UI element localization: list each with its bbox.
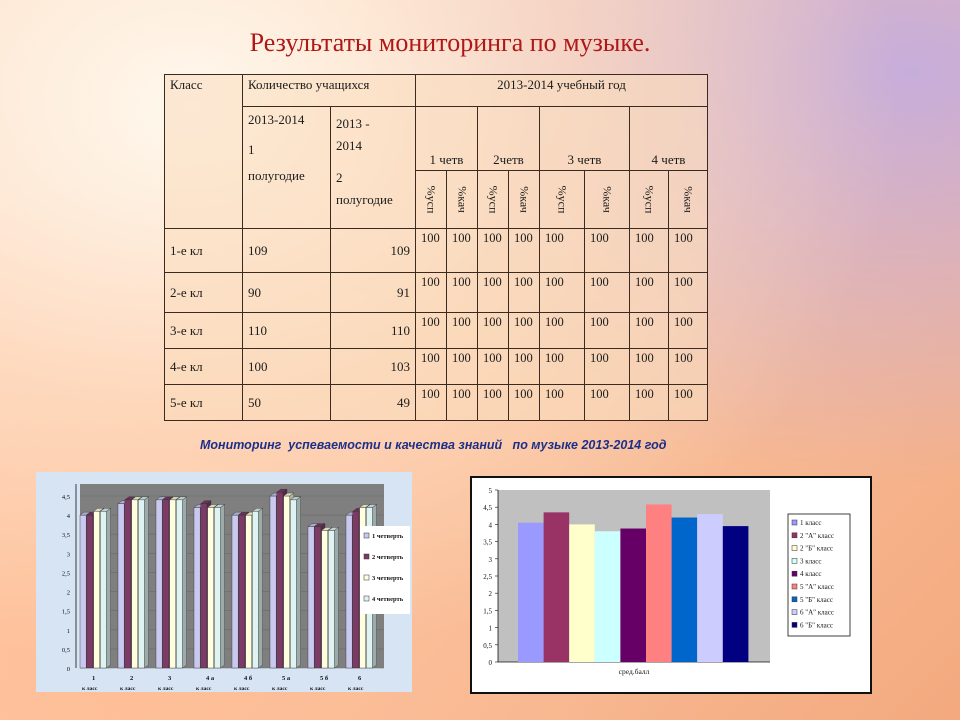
subheader-q3-success (540, 171, 585, 229)
bar (595, 531, 621, 662)
y-tick-label: 3 (66, 551, 70, 559)
half1-line1: 2013-2014 (248, 112, 305, 127)
count-half1-cell: 90 (243, 273, 331, 313)
legend-swatch (792, 546, 797, 551)
average-score-svg (472, 478, 870, 692)
legend-label: 2 четверть (372, 554, 404, 561)
bar (284, 496, 290, 668)
percent-cell: 100 (669, 273, 708, 313)
bar-side (297, 497, 301, 668)
percent-cell: 100 (416, 313, 447, 349)
half1-line2: 1 (248, 142, 255, 157)
header-class: Класс (165, 75, 243, 229)
subheader-label: %усп (642, 185, 657, 214)
y-tick-label: 0 (488, 659, 492, 667)
bar (544, 512, 570, 662)
legend-swatch (364, 575, 369, 580)
x-tick-sublabel: к ласс (272, 686, 288, 692)
count-half1-cell: 109 (243, 229, 331, 273)
charts-subtitle: Мониторинг успеваемости и качества знаний по музыке 2013-2014 год (200, 438, 667, 452)
x-tick-label: 2 (130, 675, 134, 682)
legend-label: 5 "А" класс (800, 583, 834, 591)
legend-swatch (792, 533, 797, 538)
y-tick-label: 4 (66, 513, 70, 521)
subheader-q1-success (416, 171, 447, 229)
x-tick-label: 5 а (282, 675, 291, 682)
subheader-q3-quality (585, 171, 630, 229)
count-half2-cell: 109 (331, 229, 416, 273)
percent-cell: 100 (585, 273, 630, 313)
y-tick-label: 4 (488, 521, 492, 530)
count-half2-cell: 110 (331, 313, 416, 349)
x-tick-sublabel: к ласс (310, 686, 326, 692)
legend (788, 514, 850, 636)
bar (87, 515, 93, 668)
legend-label: 6 "А" класс (800, 608, 834, 617)
legend-swatch (792, 558, 797, 563)
bar (569, 524, 595, 662)
percent-cell: 100 (540, 385, 585, 421)
percent-cell: 100 (416, 273, 447, 313)
legend-label: 4 класс (800, 570, 822, 579)
legend-swatch (364, 554, 369, 559)
count-half1-cell: 110 (243, 313, 331, 349)
bar (322, 530, 328, 668)
y-tick-label: 0,5 (483, 641, 492, 650)
subheader-label: %кач (455, 186, 470, 213)
percent-cell: 100 (447, 349, 478, 385)
bar (346, 515, 352, 668)
y-tick-label: 2,5 (61, 570, 70, 578)
table-row (165, 313, 708, 349)
legend-label: 1 класс (800, 519, 822, 527)
half2-line2: 2014 (336, 138, 362, 153)
percent-cell: 100 (585, 313, 630, 349)
x-tick-sublabel: к ласс (82, 686, 98, 692)
y-tick-label: 5 (488, 487, 492, 495)
percent-cell: 100 (478, 229, 509, 273)
bar (94, 511, 100, 668)
percent-cell: 100 (447, 273, 478, 313)
percent-cell: 100 (630, 273, 669, 313)
bar (156, 500, 162, 668)
header-quarter-4: 4 четв (630, 107, 708, 171)
percent-cell: 100 (509, 385, 540, 421)
percent-cell: 100 (630, 385, 669, 421)
quarter-grades-svg (36, 472, 412, 692)
y-tick-label: 3 (488, 555, 492, 564)
percent-cell: 100 (630, 229, 669, 273)
legend-swatch (792, 610, 797, 615)
count-half2-cell: 91 (331, 273, 416, 313)
percent-cell: 100 (416, 349, 447, 385)
header-quarter-2: 2четв (478, 107, 540, 171)
subheader-label: %усп (424, 185, 439, 214)
percent-cell: 100 (540, 273, 585, 313)
quarter-grades-chart (36, 472, 412, 692)
bar-side (145, 497, 149, 668)
bar (201, 504, 207, 668)
count-half1-cell: 50 (243, 385, 331, 421)
x-axis-label: сред.балл (618, 667, 650, 676)
percent-cell: 100 (540, 349, 585, 385)
header-half-2 (331, 107, 416, 229)
percent-cell: 100 (509, 273, 540, 313)
percent-cell: 100 (509, 313, 540, 349)
bar (252, 511, 258, 668)
header-half-1 (243, 107, 331, 229)
x-tick-sublabel: к ласс (120, 686, 136, 692)
bar (170, 500, 176, 668)
bar (518, 523, 544, 662)
subheader-q4-success (630, 171, 669, 229)
bar (239, 515, 245, 668)
y-tick-label: 0,5 (61, 646, 70, 654)
percent-cell: 100 (478, 349, 509, 385)
count-half2-cell: 103 (331, 349, 416, 385)
bar (232, 515, 238, 668)
legend-label: 3 четверть (372, 575, 404, 582)
bar (80, 515, 86, 668)
legend-swatch (792, 520, 797, 525)
y-tick-label: 1 (66, 627, 70, 635)
half2-line4: полугодие (336, 192, 393, 207)
y-tick-label: 4,5 (61, 494, 70, 501)
bar (138, 500, 144, 668)
x-tick-label: 3 (168, 675, 172, 682)
y-tick-label: 1,5 (483, 607, 492, 616)
table-row (165, 229, 708, 273)
bar (672, 518, 698, 662)
bar (353, 511, 359, 668)
bar (214, 507, 220, 668)
average-score-chart (470, 476, 872, 694)
half2-line3: 2 (336, 170, 343, 185)
y-tick-label: 1 (488, 624, 492, 633)
bar (208, 507, 214, 668)
bar (194, 507, 200, 668)
legend-swatch (792, 571, 797, 576)
percent-cell: 100 (509, 229, 540, 273)
subheader-q1-quality (447, 171, 478, 229)
percent-cell: 100 (416, 385, 447, 421)
percent-cell: 100 (630, 349, 669, 385)
legend-swatch (792, 622, 797, 627)
x-tick-sublabel: к ласс (234, 686, 250, 692)
y-tick-label: 4,5 (483, 504, 492, 513)
class-cell: 3-е кл (165, 313, 243, 349)
header-school-year: 2013-2014 учебный год (416, 75, 708, 107)
x-tick-label: 4 а (206, 675, 215, 682)
legend-swatch (364, 596, 369, 601)
percent-cell: 100 (630, 313, 669, 349)
table-row (165, 349, 708, 385)
percent-cell: 100 (478, 385, 509, 421)
bar-side (183, 497, 187, 668)
bar (277, 492, 283, 668)
table-row (165, 385, 708, 421)
half2-line1: 2013 - (336, 116, 370, 131)
page-title: Результаты мониторинга по музыке. (249, 28, 651, 57)
monitoring-table (164, 74, 708, 421)
bar-side (259, 508, 263, 668)
percent-cell: 100 (447, 313, 478, 349)
table-row (165, 273, 708, 313)
legend-label: 1 четверть (372, 533, 404, 540)
class-cell: 5-е кл (165, 385, 243, 421)
half1-line3: полугодие (248, 168, 305, 183)
bar (646, 504, 672, 662)
bar (100, 511, 106, 668)
legend-swatch (792, 597, 797, 602)
count-half2-cell: 49 (331, 385, 416, 421)
subheader-label: %усп (486, 185, 501, 214)
percent-cell: 100 (585, 229, 630, 273)
percent-cell: 100 (478, 273, 509, 313)
y-tick-label: 2 (488, 590, 492, 599)
percent-cell: 100 (509, 349, 540, 385)
bar (246, 515, 252, 668)
count-half1-cell: 100 (243, 349, 331, 385)
bar (328, 530, 334, 668)
subheader-label: %кач (517, 186, 532, 213)
legend-label: 6 "Б" класс (800, 621, 833, 630)
bar-side (335, 527, 339, 668)
subheader-label: %кач (681, 186, 696, 213)
y-tick-label: 3,5 (483, 538, 492, 547)
percent-cell: 100 (540, 313, 585, 349)
y-tick-label: 2 (66, 589, 70, 597)
subheader-label: %кач (600, 186, 615, 213)
bar (723, 526, 749, 662)
percent-cell: 100 (447, 385, 478, 421)
y-tick-label: 2,5 (483, 573, 492, 581)
legend-label: 2 "Б" класс (800, 544, 833, 553)
bar (125, 500, 131, 668)
legend-label: 3 класс (800, 557, 822, 566)
subheader-q4-quality (669, 171, 708, 229)
header-quarter-1: 1 четв (416, 107, 478, 171)
header-student-count: Количество учащихся (243, 75, 416, 107)
bar (315, 527, 321, 668)
bar (176, 500, 182, 668)
bar-side (107, 508, 111, 668)
percent-cell: 100 (540, 229, 585, 273)
bar (308, 527, 314, 668)
x-tick-sublabel: к ласс (196, 686, 212, 692)
legend-swatch (364, 533, 369, 538)
x-tick-sublabel: к ласс (158, 686, 174, 692)
y-tick-label: 3,5 (61, 532, 70, 540)
class-cell: 4-е кл (165, 349, 243, 385)
x-tick-label: 5 б (320, 675, 329, 682)
x-tick-label: 1 (92, 675, 96, 682)
bar (118, 504, 124, 668)
bar (697, 514, 723, 662)
percent-cell: 100 (416, 229, 447, 273)
bar (270, 496, 276, 668)
percent-cell: 100 (669, 229, 708, 273)
bar (290, 500, 296, 668)
percent-cell: 100 (669, 349, 708, 385)
legend-label: 2 "А" класс (800, 531, 834, 540)
bar-side (221, 504, 225, 668)
percent-cell: 100 (478, 313, 509, 349)
subheader-q2-success (478, 171, 509, 229)
percent-cell: 100 (585, 349, 630, 385)
percent-cell: 100 (669, 385, 708, 421)
y-tick-label: 1,5 (61, 608, 70, 616)
subheader-q2-quality (509, 171, 540, 229)
bar (620, 529, 646, 662)
legend-swatch (792, 584, 797, 589)
percent-cell: 100 (669, 313, 708, 349)
x-tick-label: 4 б (244, 675, 253, 682)
percent-cell: 100 (585, 385, 630, 421)
header-quarter-3: 3 четв (540, 107, 630, 171)
legend-label: 4 четверть (372, 596, 404, 603)
legend-label: 5 "Б" класс (800, 595, 833, 604)
subheader-label: %усп (555, 185, 570, 214)
bar (163, 500, 169, 668)
percent-cell: 100 (447, 229, 478, 273)
class-cell: 2-е кл (165, 273, 243, 313)
legend (360, 526, 410, 614)
bar (132, 500, 138, 668)
x-tick-label: 6 (358, 675, 362, 682)
class-cell: 1-е кл (165, 229, 243, 273)
x-tick-sublabel: к ласс (348, 686, 364, 692)
y-tick-label: 0 (66, 666, 70, 673)
